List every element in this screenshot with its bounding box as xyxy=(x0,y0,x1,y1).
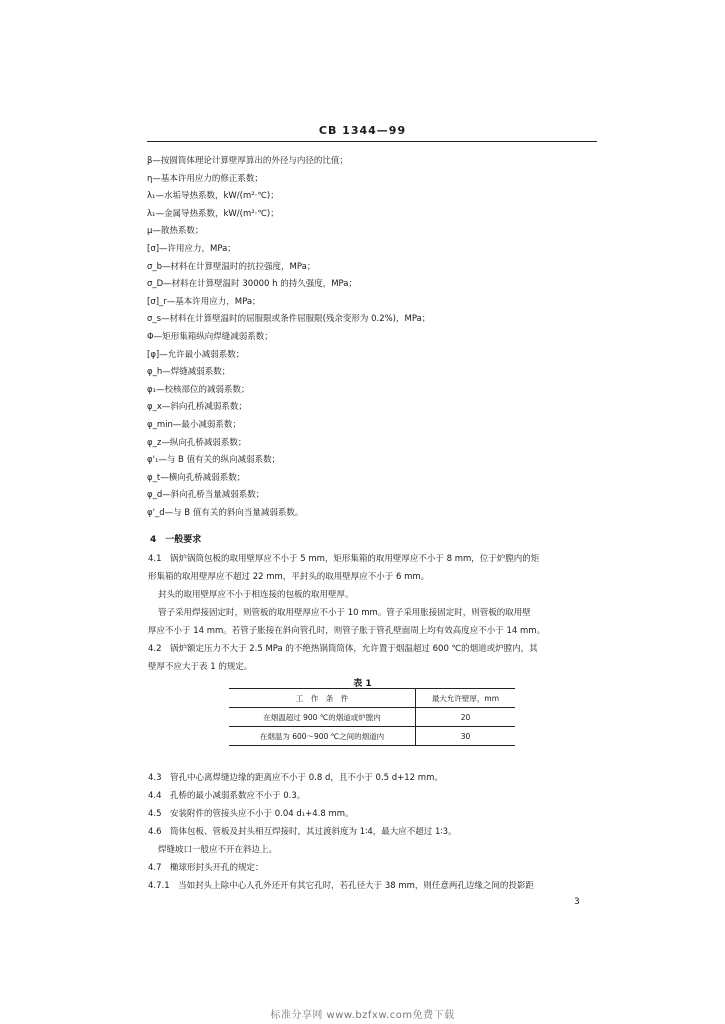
paragraph-line: 封头的取用壁厚应不小于相连接的包板的取用壁厚。 xyxy=(158,590,354,600)
paragraph-line: 管子采用焊接固定时，则管板的取用壁厚应不小于 10 mm。管子采用胀接固定时，则管板的取用壁 xyxy=(158,608,531,618)
table-cell: 在烟温为 600～900 ℃之间的烟道内 xyxy=(229,727,416,746)
symbol-definition: [σ]—许用应力，MPa； xyxy=(147,244,236,254)
paragraph-line: 4.7 椭球形封头开孔的规定： xyxy=(148,863,264,873)
paragraph-line: 4.2 锅炉额定压力不大于 2.5 MPa 的不绝热锅筒筒体，允许置于烟温超过 600 ℃的烟道或炉膛内，其 xyxy=(148,644,538,654)
symbol-definition: μ—散热系数； xyxy=(147,226,204,237)
symbol-definition: β—按圆筒体理论计算壁厚算出的外径与内径的比值； xyxy=(147,156,348,166)
symbol-definition: φ_x—斜向孔桥减弱系数； xyxy=(147,402,247,413)
paragraph-line: 4.6 筒体包板、管板及封头相互焊接时，其过渡斜度为 1∶4，最大应不超过 1∶3。 xyxy=(148,827,457,837)
symbol-definition: Φ—矩形集箱纵向焊缝减弱系数； xyxy=(147,332,273,342)
paragraph-line: 厚应不小于 14 mm。若管子胀接在斜向管孔时，则管子胀于管孔壁面周上均有效高度应不小于 14 mm。 xyxy=(148,626,546,636)
table-header-cell: 最大允许壁厚，mm xyxy=(416,689,516,708)
symbol-definition: σ_b—材料在计算壁温时的抗拉强度，MPa； xyxy=(147,261,316,272)
paragraph-line: 4.3 管孔中心离焊缝边缘的距离应不小于 0.8 d，且不小于 0.5 d+12 mm。 xyxy=(148,773,443,783)
table-row xyxy=(229,708,515,727)
symbol-definition: [φ]—允许最小减弱系数； xyxy=(147,349,245,360)
table-header-cell: 工 作 条 件 xyxy=(229,689,416,708)
paragraph-line: 4.5 安装附件的管接头应不小于 0.04 d₁+4.8 mm。 xyxy=(148,809,354,819)
header-rule xyxy=(147,141,597,142)
table-caption: 表 1 xyxy=(353,679,372,689)
paragraph-line: 壁厚不应大于表 1 的规定。 xyxy=(148,662,253,672)
symbol-definition: φ_z—纵向孔桥减弱系数； xyxy=(147,437,247,448)
watermark-footer: 标准分享网 www.bzfxw.com免费下载 xyxy=(270,1010,455,1021)
paragraph-line: 4.7.1 当如封头上除中心人孔外还开有其它孔时，若孔径大于 38 mm，则任意两孔边缘之间的投影距 xyxy=(148,881,534,891)
paragraph-line: 4.1 锅炉锅筒包板的取用壁厚应不小于 5 mm，矩形集箱的取用壁厚应不小于 8 mm，位于炉膛内的矩 xyxy=(148,554,540,564)
symbol-definition: φ_min—最小减弱系数； xyxy=(147,420,241,430)
symbol-definition: φ_t—横向孔桥减弱系数； xyxy=(147,472,246,483)
paragraph-line: 形集箱的取用壁厚应不超过 22 mm，平封头的取用壁厚应不小于 6 mm。 xyxy=(148,572,430,582)
paragraph-line: 焊缝坡口一般应不开在斜边上。 xyxy=(158,845,278,855)
symbol-definition: φ_d—斜向孔桥当量减弱系数； xyxy=(147,490,265,501)
symbol-definition: σ_D—材料在计算壁温时 30000 h 的持久强度，MPa； xyxy=(147,279,358,290)
section-heading: 4 一般要求 xyxy=(150,535,202,545)
table-row xyxy=(229,727,515,746)
symbol-definition: λ₁—金属导热系数，kW/(m²·℃)； xyxy=(147,208,279,219)
table-cell: 20 xyxy=(416,708,516,727)
table-header-row xyxy=(229,689,515,708)
symbol-definition: φ_h—焊缝减弱系数； xyxy=(147,367,231,378)
symbol-definition: η—基本许用应力的修正系数； xyxy=(147,173,263,184)
symbol-definition: σ_s—材料在计算壁温时的屈服限或条件屈服限(残余变形为 0.2%)，MPa； xyxy=(147,314,431,325)
symbol-definition: φ'_d—与 B 值有关的斜向当量减弱系数。 xyxy=(147,508,304,518)
table-cell: 30 xyxy=(416,727,516,746)
table-cell: 在烟温超过 900 ℃的烟道或炉膛内 xyxy=(229,708,416,727)
symbol-definition: φ₁—校核部位的减弱系数； xyxy=(147,384,250,395)
paragraph-line: 4.4 孔桥的最小减弱系数应不小于 0.3。 xyxy=(148,791,306,801)
table-1 xyxy=(229,688,515,746)
symbol-definition: φ'₁—与 B 值有关的纵向减弱系数； xyxy=(147,455,281,466)
page-number: 3 xyxy=(574,897,580,907)
symbol-definition: λ₁—水垢导热系数，kW/(m²·℃)； xyxy=(147,191,279,202)
standard-number-header: CB 1344—99 xyxy=(318,124,407,137)
symbol-definition: [σ]_r—基本许用应力，MPa； xyxy=(147,296,261,307)
